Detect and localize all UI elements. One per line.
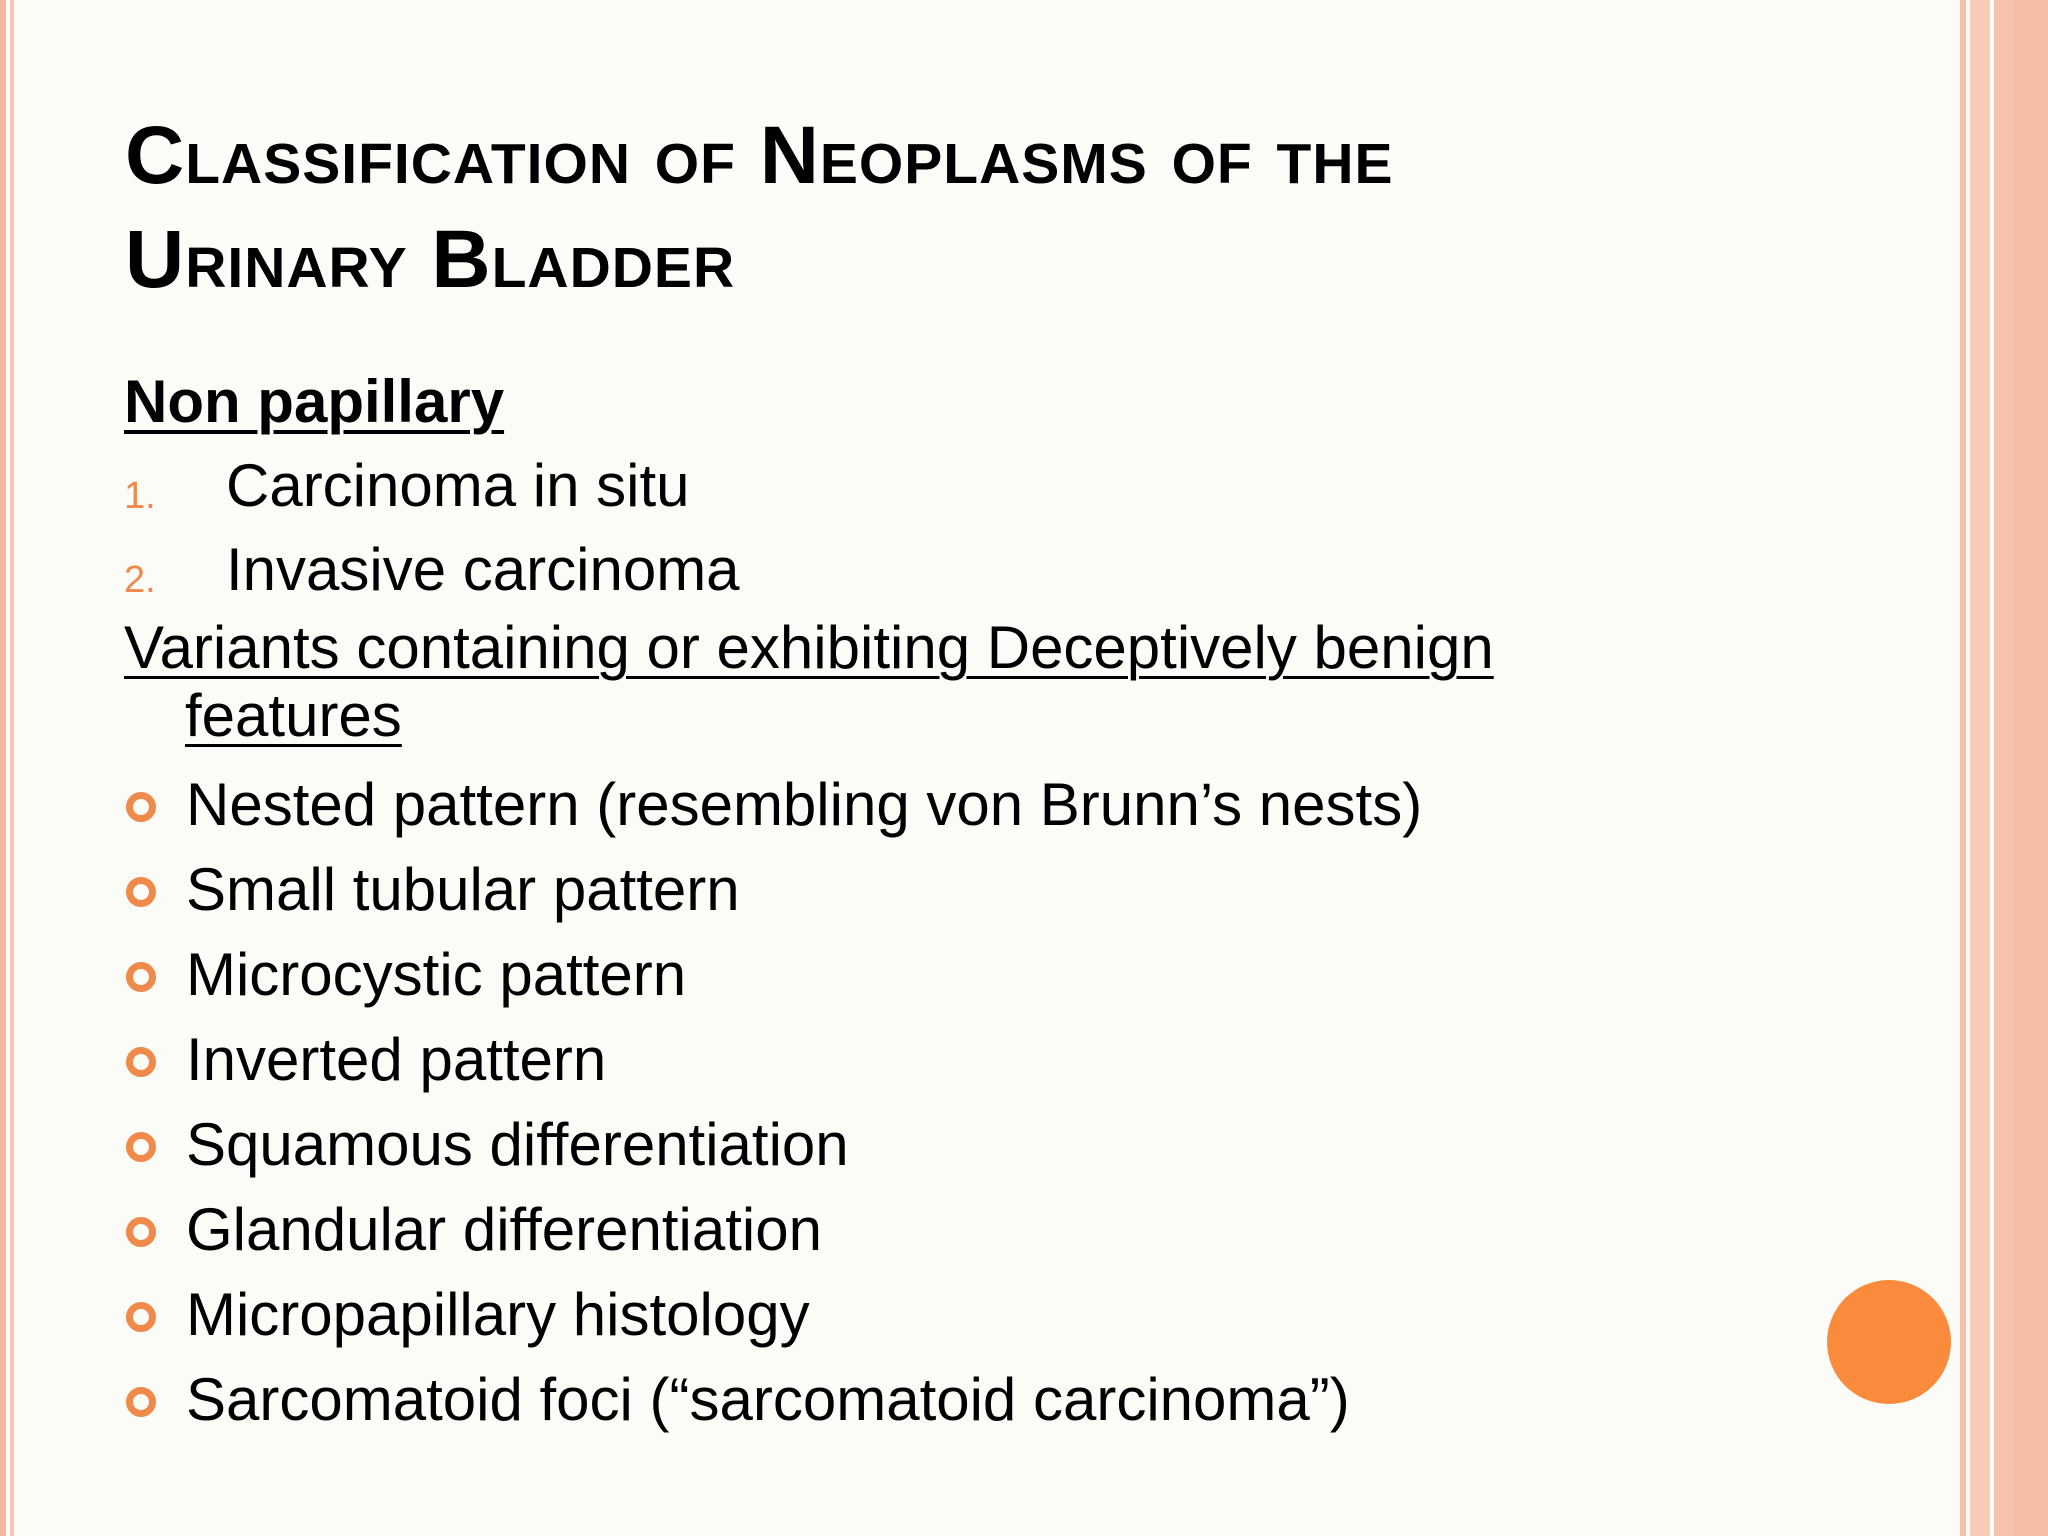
bullet-item [124, 1102, 1724, 1187]
bullet-text: Inverted pattern [186, 1026, 607, 1093]
bullet-icon [126, 1302, 156, 1332]
bullet-icon [126, 1217, 156, 1247]
bullet-item [124, 1272, 1724, 1357]
bullet-item [124, 1187, 1724, 1272]
bullet-item [124, 932, 1724, 1017]
bullet-text: Microcystic pattern [186, 941, 687, 1008]
bullet-icon [126, 1387, 156, 1417]
item-text: Invasive carcinoma [226, 536, 740, 603]
bullet-item [124, 847, 1724, 932]
variants-heading: Variants containing or exhibiting Deceptively benign features [124, 614, 1494, 749]
bullet-item [124, 1017, 1724, 1102]
bullet-icon [126, 792, 156, 822]
numbered-item [124, 444, 1724, 528]
slide-body [124, 360, 1724, 1442]
right-border-stripe-2 [1970, 0, 1990, 1536]
decorative-circle-icon [1827, 1280, 1951, 1404]
right-border-stripe-1 [1960, 0, 1966, 1536]
bullet-icon [126, 1047, 156, 1077]
bullet-icon [126, 962, 156, 992]
bullet-icon [126, 1132, 156, 1162]
bullet-item [124, 1357, 1724, 1442]
bullet-icon [126, 877, 156, 907]
slide-title: Classification of Neoplasms of the Urinary Bladder [125, 110, 1394, 305]
item-number: 2. [124, 559, 156, 601]
left-border-stripe-inner [10, 0, 14, 1536]
bullet-text: Squamous differentiation [186, 1111, 849, 1178]
right-border-stripe-3 [1994, 0, 2014, 1536]
bullet-text: Small tubular pattern [186, 856, 740, 923]
item-number: 1. [124, 475, 156, 517]
bullet-text: Sarcomatoid foci (“sarcomatoid carcinoma”) [186, 1366, 1350, 1433]
left-border-stripe [0, 0, 6, 1536]
bullet-text: Nested pattern (resembling von Brunn’s nests) [186, 771, 1423, 838]
bullet-text: Micropapillary histology [186, 1281, 810, 1348]
bullet-text: Glandular differentiation [186, 1196, 822, 1263]
bullet-item [124, 762, 1724, 847]
section-heading: Non papillary [124, 368, 505, 435]
item-text: Carcinoma in situ [226, 452, 690, 519]
numbered-item [124, 528, 1724, 612]
right-border-stripe-4 [2014, 0, 2048, 1536]
